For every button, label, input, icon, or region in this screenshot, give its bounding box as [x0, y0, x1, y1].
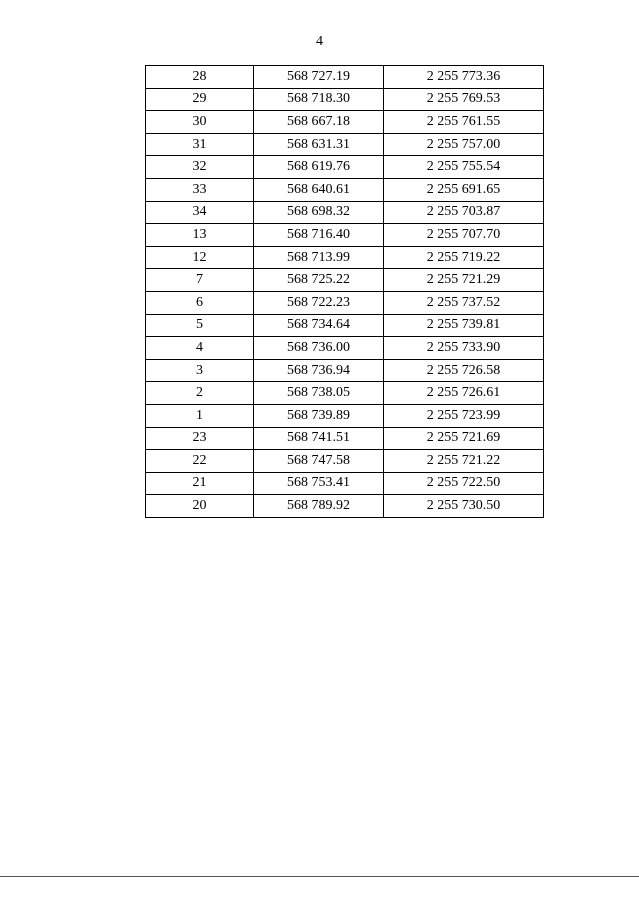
- table-row: [146, 224, 544, 247]
- point-number-cell: 29: [146, 88, 254, 111]
- x-coordinate-cell: 568 738.05: [254, 382, 384, 405]
- table-row: [146, 427, 544, 450]
- page-number: 4: [316, 34, 323, 49]
- bottom-divider: [0, 876, 639, 877]
- table-row: [146, 472, 544, 495]
- y-coordinate-cell: 2 255 737.52: [384, 291, 544, 314]
- x-coordinate-cell: 568 747.58: [254, 450, 384, 473]
- y-coordinate-cell: 2 255 722.50: [384, 472, 544, 495]
- y-coordinate-cell: 2 255 730.50: [384, 495, 544, 518]
- y-coordinate-cell: 2 255 719.22: [384, 246, 544, 269]
- y-coordinate-cell: 2 255 691.65: [384, 178, 544, 201]
- point-number-cell: 21: [146, 472, 254, 495]
- point-number-cell: 3: [146, 359, 254, 382]
- point-number-cell: 2: [146, 382, 254, 405]
- x-coordinate-cell: 568 725.22: [254, 269, 384, 292]
- y-coordinate-cell: 2 255 739.81: [384, 314, 544, 337]
- table-row: [146, 246, 544, 269]
- table-row: [146, 201, 544, 224]
- table-row: [146, 111, 544, 134]
- y-coordinate-cell: 2 255 726.58: [384, 359, 544, 382]
- y-coordinate-cell: 2 255 769.53: [384, 88, 544, 111]
- table-row: [146, 382, 544, 405]
- y-coordinate-cell: 2 255 761.55: [384, 111, 544, 134]
- y-coordinate-cell: 2 255 723.99: [384, 404, 544, 427]
- table-row: [146, 404, 544, 427]
- y-coordinate-cell: 2 255 721.29: [384, 269, 544, 292]
- x-coordinate-cell: 568 789.92: [254, 495, 384, 518]
- x-coordinate-cell: 568 619.76: [254, 156, 384, 179]
- point-number-cell: 22: [146, 450, 254, 473]
- x-coordinate-cell: 568 722.23: [254, 291, 384, 314]
- y-coordinate-cell: 2 255 726.61: [384, 382, 544, 405]
- point-number-cell: 6: [146, 291, 254, 314]
- x-coordinate-cell: 568 713.99: [254, 246, 384, 269]
- point-number-cell: 1: [146, 404, 254, 427]
- table-row: [146, 495, 544, 518]
- table-row: [146, 133, 544, 156]
- x-coordinate-cell: 568 736.00: [254, 337, 384, 360]
- x-coordinate-cell: 568 698.32: [254, 201, 384, 224]
- x-coordinate-cell: 568 716.40: [254, 224, 384, 247]
- point-number-cell: 23: [146, 427, 254, 450]
- point-number-cell: 33: [146, 178, 254, 201]
- y-coordinate-cell: 2 255 707.70: [384, 224, 544, 247]
- table-row: [146, 450, 544, 473]
- point-number-cell: 13: [146, 224, 254, 247]
- x-coordinate-cell: 568 640.61: [254, 178, 384, 201]
- table-row: [146, 291, 544, 314]
- x-coordinate-cell: 568 667.18: [254, 111, 384, 134]
- point-number-cell: 12: [146, 246, 254, 269]
- table-row: [146, 88, 544, 111]
- point-number-cell: 30: [146, 111, 254, 134]
- point-number-cell: 7: [146, 269, 254, 292]
- point-number-cell: 20: [146, 495, 254, 518]
- point-number-cell: 31: [146, 133, 254, 156]
- coordinates-table: [145, 65, 544, 518]
- x-coordinate-cell: 568 736.94: [254, 359, 384, 382]
- y-coordinate-cell: 2 255 773.36: [384, 66, 544, 89]
- table-row: [146, 156, 544, 179]
- table-row: [146, 178, 544, 201]
- y-coordinate-cell: 2 255 703.87: [384, 201, 544, 224]
- y-coordinate-cell: 2 255 733.90: [384, 337, 544, 360]
- x-coordinate-cell: 568 718.30: [254, 88, 384, 111]
- y-coordinate-cell: 2 255 755.54: [384, 156, 544, 179]
- y-coordinate-cell: 2 255 721.22: [384, 450, 544, 473]
- point-number-cell: 32: [146, 156, 254, 179]
- table-row: [146, 66, 544, 89]
- x-coordinate-cell: 568 739.89: [254, 404, 384, 427]
- point-number-cell: 28: [146, 66, 254, 89]
- y-coordinate-cell: 2 255 721.69: [384, 427, 544, 450]
- table-row: [146, 269, 544, 292]
- x-coordinate-cell: 568 631.31: [254, 133, 384, 156]
- coordinates-table-body: [146, 66, 544, 518]
- table-row: [146, 314, 544, 337]
- x-coordinate-cell: 568 753.41: [254, 472, 384, 495]
- x-coordinate-cell: 568 741.51: [254, 427, 384, 450]
- table-row: [146, 359, 544, 382]
- table-row: [146, 337, 544, 360]
- point-number-cell: 4: [146, 337, 254, 360]
- point-number-cell: 34: [146, 201, 254, 224]
- x-coordinate-cell: 568 734.64: [254, 314, 384, 337]
- x-coordinate-cell: 568 727.19: [254, 66, 384, 89]
- y-coordinate-cell: 2 255 757.00: [384, 133, 544, 156]
- point-number-cell: 5: [146, 314, 254, 337]
